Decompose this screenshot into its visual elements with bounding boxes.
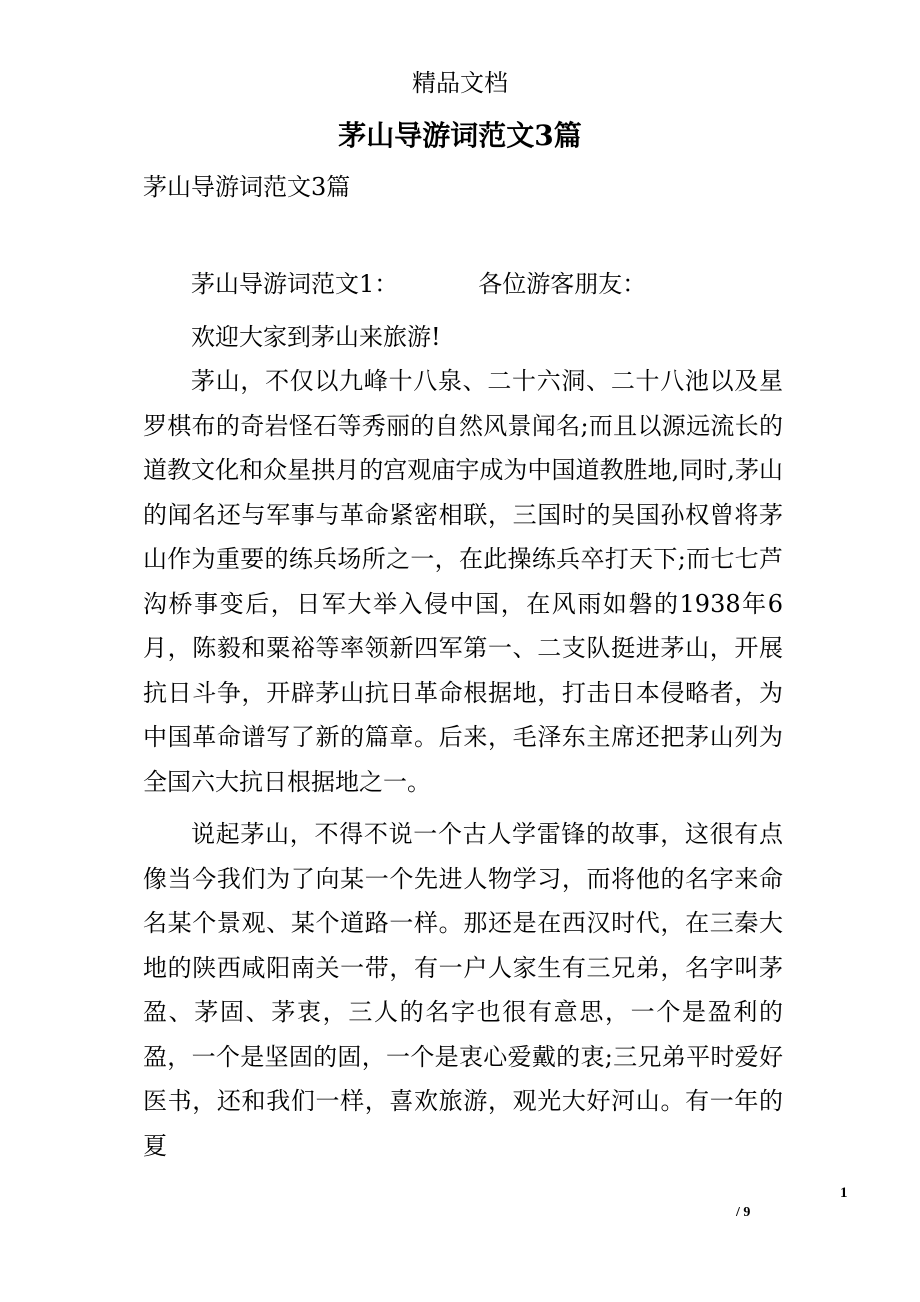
document-subtitle: 茅山导游词范文3篇 bbox=[143, 173, 351, 201]
intro-label: 茅山导游词范文1： bbox=[191, 270, 399, 298]
paragraph-welcome: 欢迎大家到茅山来旅游! bbox=[191, 322, 441, 351]
document-body bbox=[143, 262, 783, 1168]
document-title: 茅山导游词范文3篇 bbox=[338, 119, 582, 152]
intro-greeting: 各位游客朋友： bbox=[478, 270, 647, 298]
paragraph-legend: 说起茅山，不得不说一个古人学雷锋的故事，这很有点像当今我们为了向某一个先进人物学习，而将他的名字来命名某个景观、某个道路一样。那还是在西汉时代，在三秦大地的陕西咸阳南关一带，有一户人家生有三兄弟，名字叫茅盈、茅固、茅衷，三人的名字也很有意思，一个是盈利的盈，一个是坚固的固，一个是衷心爱戴的衷;三兄弟平时爱好医书，还和我们一样，喜欢旅游，观光大好河山。有一年的夏 bbox=[143, 820, 783, 1160]
intro-line bbox=[143, 262, 783, 307]
page-number: 1 bbox=[840, 1185, 848, 1201]
header-label: 精品文档 bbox=[412, 69, 508, 97]
paragraph-history: 茅山，不仅以九峰十八泉、二十六洞、二十八池以及星罗棋布的奇岩怪石等秀丽的自然风景闻名;而且以源远流长的道教文化和众星拱月的宫观庙宇成为中国道教胜地,同时,茅山的闻名还与军事与革命紧密相联，三国时的吴国孙权曾将茅山作为重要的练兵场所之一，在此操练兵卒打天下;而七七芦沟桥事变后，日军大举入侵中国，在风雨如磐的1938年6月，陈毅和粟裕等率领新四军第一、二支队挺进茅山，开展抗日斗争，开辟茅山抗日革命根据地，打击日本侵略者，为中国革命谱写了新的篇章。后来，毛泽东主席还把茅山列为全国六大抗日根据地之一。 bbox=[143, 367, 783, 796]
page-total: / 9 bbox=[736, 1205, 751, 1220]
